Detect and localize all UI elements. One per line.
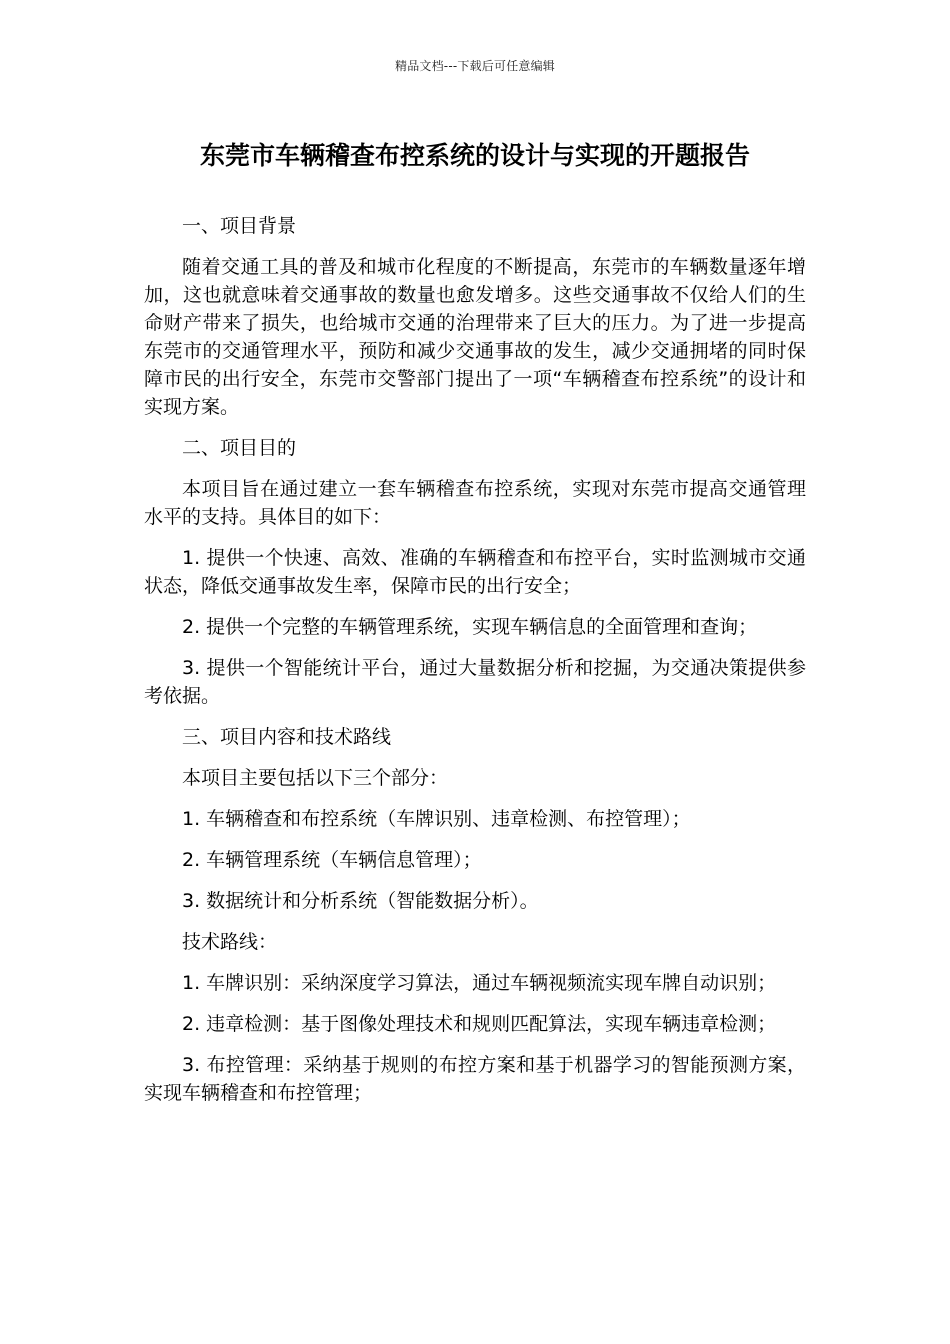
paragraph-content-intro: 本项目主要包括以下三个部分： — [182, 767, 449, 789]
list-item-purpose-1: 1. 提供一个快速、高效、准确的车辆稽查和布控平台，实时监测城市交通状态，降低交通事故发生率，保障市民的出行安全； — [144, 547, 806, 597]
section-heading-content: 三、项目内容和技术路线 — [182, 726, 392, 748]
list-item-content-3: 3. 数据统计和分析系统（智能数据分析）。 — [182, 890, 539, 912]
section-heading-purpose: 二、项目目的 — [182, 437, 297, 459]
list-item-tech-3: 3. 布控管理：采纳基于规则的布控方案和基于机器学习的智能预测方案，实现车辆稽查和布控管理； — [144, 1054, 806, 1104]
paragraph-purpose-intro: 本项目旨在通过建立一套车辆稽查布控系统，实现对东莞市提高交通管理水平的支持。具体目的如下： — [144, 478, 806, 528]
list-item-purpose-2: 2. 提供一个完整的车辆管理系统，实现车辆信息的全面管理和查询； — [182, 616, 758, 638]
list-item-content-1: 1. 车辆稽查和布控系统（车牌识别、违章检测、布控管理）； — [182, 808, 691, 830]
list-item-content-2: 2. 车辆管理系统（车辆信息管理）； — [182, 849, 482, 871]
paragraph-background: 随着交通工具的普及和城市化程度的不断提高，东莞市的车辆数量逐年增加，这也就意味着交通事故的数量也愈发增多。这些交通事故不仅给人们的生命财产带来了损失，也给城市交通的治理带来了巨大的压力。为了进一步提高东莞市的交通管理水平，预防和减少交通事故的发生，减少交通拥堵的同时保障市民的出行安全，东莞市交警部门提出了一项“车辆稽查布控系统”的设计和实现方案。 — [144, 256, 806, 418]
list-item-tech-2: 2. 违章检测：基于图像处理技术和规则匹配算法，实现车辆违章检测； — [182, 1013, 777, 1035]
document-title: 东莞市车辆稽查布控系统的设计与实现的开题报告 — [199, 141, 750, 170]
list-item-purpose-3: 3. 提供一个智能统计平台，通过大量数据分析和挖掘，为交通决策提供参考依据。 — [144, 657, 806, 707]
paragraph-tech-route-intro: 技术路线： — [182, 931, 278, 953]
page-header-note: 精品文档---下载后可任意编辑 — [395, 59, 555, 73]
list-item-tech-1: 1. 车牌识别：采纳深度学习算法，通过车辆视频流实现车牌自动识别； — [182, 972, 777, 994]
section-heading-background: 一、项目背景 — [182, 215, 297, 237]
document-body — [144, 212, 806, 1120]
